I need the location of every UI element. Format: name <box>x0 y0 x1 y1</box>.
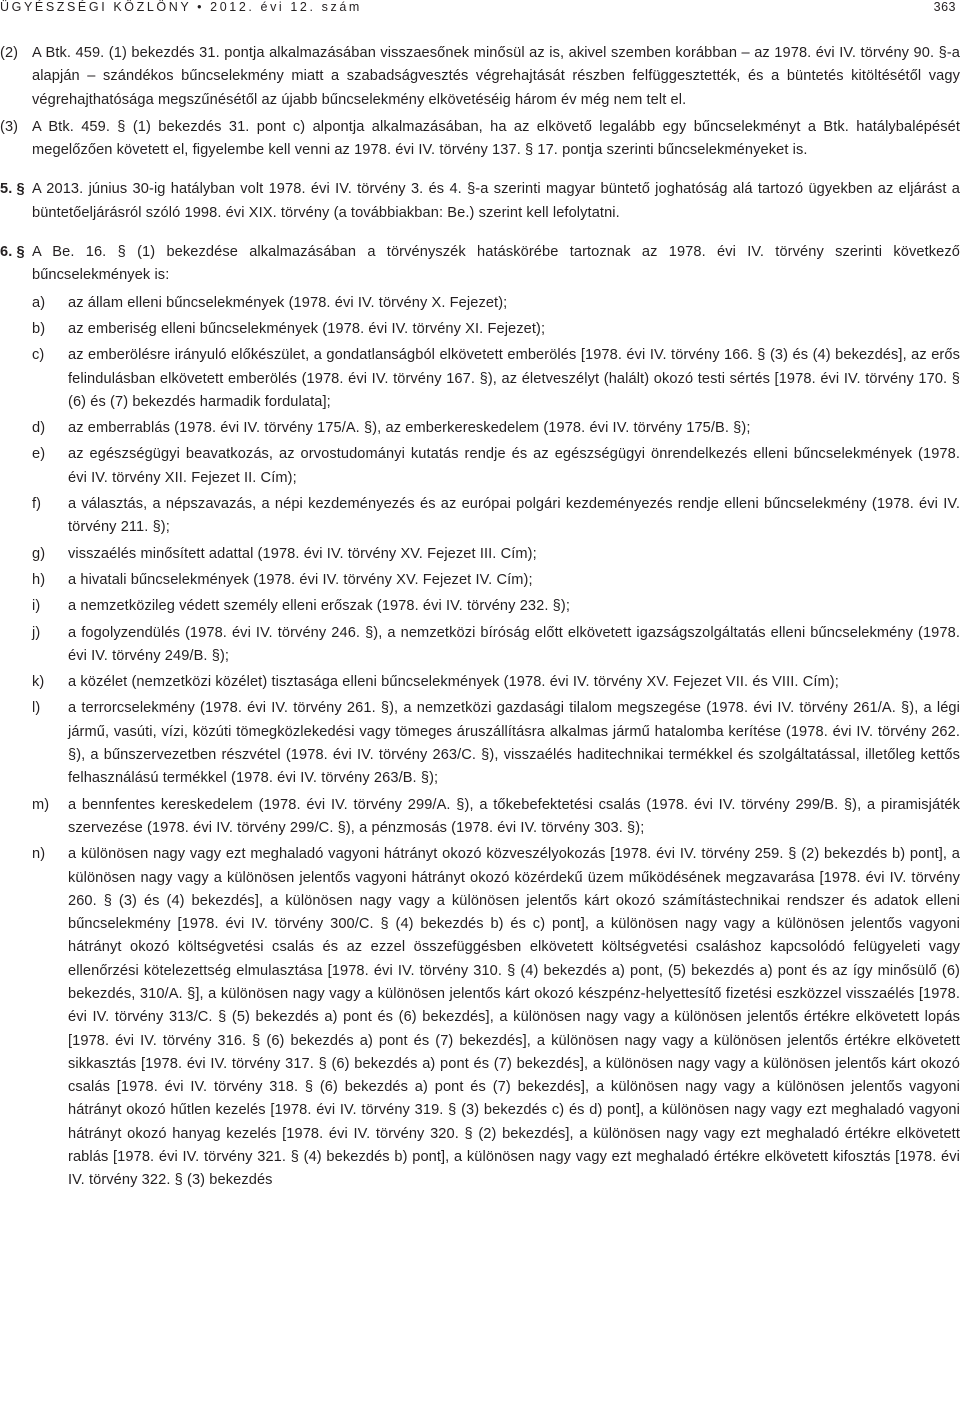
item-text: a nemzetközileg védett személy elleni erőszak (1978. évi IV. törvény 232. §); <box>68 598 570 615</box>
item-label: f) <box>32 496 42 513</box>
list-item <box>32 417 960 440</box>
item-label: g) <box>32 545 46 562</box>
section-5 <box>0 178 960 225</box>
item-text: az állam elleni bűncselekmények (1978. évi IV. törvény X. Fejezet); <box>68 294 508 311</box>
item-text: a terrorcselekmény (1978. évi IV. törvény 261. §), a nemzetközi gazdasági tilalom megszegése (1978. évi IV. törvény 261/A. §), a légi jármű, vasúti, vízi, közúti tömegközlekedési vagy tömeges áruszállításra alkalmas jármű hatalomba kerítése (1978. évi IV. törvény 262. §), a bűnszervezetben részvétel (1978. évi IV. törvény 263/C. §), visszaélés haditechnikai termékkel és szolgáltatással, illetőleg kettős felhasználású termékkel (1978. évi IV. törvény 263/B. §); <box>68 700 960 787</box>
item-list <box>32 292 960 1193</box>
item-text: a közélet (nemzetközi közélet) tisztasága elleni bűncselekmények (1978. évi IV. törvény XV. Fejezet VII. és VIII. Cím); <box>68 674 839 691</box>
item-label: n) <box>32 846 46 863</box>
item-text: a hivatali bűncselekmények (1978. évi IV. törvény XV. Fejezet IV. Cím); <box>68 571 533 588</box>
page-header <box>0 0 960 14</box>
item-label: e) <box>32 446 46 463</box>
item-label: h) <box>32 571 46 588</box>
page-number: 363 <box>933 0 956 14</box>
item-label: l) <box>32 700 41 717</box>
paragraph-number: (2) <box>0 45 19 61</box>
section-text: A 2013. június 30-ig hatályban volt 1978. évi IV. törvény 3. és 4. §-a szerinti magyar büntető joghatóság alá tartozó ügyekben az eljárást a büntetőeljárásról szóló 1998. évi XIX. törvény (a továbbiakban: Be.) szerint kell lefolytatni. <box>32 181 960 221</box>
paragraph-2 <box>0 42 960 112</box>
document-body <box>0 42 960 1196</box>
list-item <box>32 794 960 841</box>
journal-title: ÜGYÉSZSÉGI KÖZLÖNY • 2012. évi 12. szám <box>0 0 362 14</box>
item-label: a) <box>32 294 46 311</box>
list-item <box>32 671 960 694</box>
item-text: a bennfentes kereskedelem (1978. évi IV. törvény 299/A. §), a tőkebefektetési csalás (1978. évi IV. törvény 299/B. §), a piramisjáték szervezése (1978. évi IV. törvény 299/C. §), a pénzmosás (1978. évi IV. törvény 303. §); <box>68 796 960 836</box>
item-text: visszaélés minősített adattal (1978. évi IV. törvény XV. Fejezet III. Cím); <box>68 545 537 562</box>
item-label: c) <box>32 347 45 364</box>
list-item <box>32 344 960 414</box>
list-item <box>32 843 960 1192</box>
item-label: j) <box>32 624 41 641</box>
paragraph-text: A Btk. 459. § (1) bekezdés 31. pont c) alpontja alkalmazásában, ha az elkövető legalább egy bűncselekményt a Btk. hatálybalépését megelőzően követett el, figyelembe kell venni az 1978. évi IV. törvény 137. § 17. pontja szerinti bűncselekményeket is. <box>32 118 960 159</box>
list-item <box>32 543 960 566</box>
item-text: a fogolyzendülés (1978. évi IV. törvény 246. §), a nemzetközi bíróság előtt elkövetett igazságszolgáltatás elleni bűncselekmény (1978. évi IV. törvény 249/B. §); <box>68 624 960 664</box>
list-item <box>32 292 960 315</box>
item-label: b) <box>32 320 46 337</box>
list-item <box>32 697 960 790</box>
section-6 <box>0 241 960 1196</box>
item-text: a különösen nagy vagy ezt meghaladó vagyoni hátrányt okozó közveszélyokozás [1978. évi IV. törvény 259. § (2) bekezdés b) pont], a különösen nagy vagy a különösen jelentős vagyoni hátrányt okozó közérdekű üzem működésének megzavarása [1978. évi IV. törvény 260. § (3) és (4) bekezdés], a különösen nagy vagy a különösen jelentős kárt okozó számítástechnikai rendszer és adatok elleni bűncselekmény [1978. évi IV. törvény 300/C. § (4) bekezdés b) és c) pont], a különösen nagy vagy a különösen jelentős vagyoni hátrányt okozó költségvetési csalás és az ezzel összefüggésben elkövetett költségvetési csaláshoz kapcsolódó felügyeleti vagy ellenőrzési kötelezettség elmulasztása [1978. évi IV. törvény 310. § (4) bekezdés a) pont, (5) bekezdés a) pont és az így minősülő (6) bekezdés, 310/A. §], a különösen nagy vagy a különösen jelentős kárt okozó készpénz-helyettesítő fizetési eszközzel visszaélés [1978. évi IV. törvény 313/C. § (5) bekezdés a) pont és (6) bekezdés], a különösen nagy vagy a különösen jelentős értékre elkövetett lopás [1978. évi IV. törvény 316. § (6) bekezdés a) pont és (7) bekezdés], a különösen nagy vagy a különösen jelentős értékre elkövetett sikkasztás [1978. évi IV. törvény 317. § (6) bekezdés a) pont és (7) bekezdés], a különösen nagy vagy a különösen jelentős kárt okozó csalás [1978. évi IV. törvény 318. § (6) bekezdés a) pont és (7) bekezdés], a különösen nagy vagy a különösen jelentős vagyoni hátrányt okozó hűtlen kezelés [1978. évi IV. törvény 319. § (3) bekezdés c) és d) pont], a különösen nagy vagy ezt meghaladó vagyoni hátrányt okozó hanyag kezelés [1978. évi IV. törvény 320. § (2) bekezdés], a különösen nagy vagy ezt meghaladó értékre elkövetett rablás [1978. évi IV. törvény 321. § (4) bekezdés b) pont], a különösen nagy vagy ezt meghaladó értékre elkövetett kifosztás [1978. évi IV. törvény 322. § (3) bekezdés <box>68 846 960 1189</box>
paragraph-3 <box>0 116 960 163</box>
item-text: az egészségügyi beavatkozás, az orvostudományi kutatás rendje és az egészségügyi önrendelkezés elleni bűncselekmények (1978. évi IV. törvény XII. Fejezet II. Cím); <box>68 446 960 486</box>
item-text: az emberiség elleni bűncselekmények (1978. évi IV. törvény XI. Fejezet); <box>68 320 546 337</box>
section-number: 5. § <box>0 181 25 198</box>
item-label: i) <box>32 598 41 615</box>
item-text: az emberölésre irányuló előkészület, a gondatlanságból elkövetett emberölés [1978. évi IV. törvény 166. § (3) és (4) bekezdés], az erős felindulásban elkövetett emberölés (1978. évi IV. törvény 167. §), az életveszélyt (halált) okozó testi sértés [1978. évi IV. törvény 170. § (6) és (7) bekezdés harmadik fordulata]; <box>68 347 960 410</box>
paragraph-text: A Btk. 459. (1) bekezdés 31. pontja alkalmazásában visszaesőnek minősül az is, akivel szemben korábban – az 1978. évi IV. törvény 90. §-a alapján – szándékos bűncselekmény miatt a szabadságvesztés végrehajtását részben felfüggesztették, és a büntetés kitöltésétől vagy végrehajthatósága megszűnésétől az újabb bűncselekmény elkövetéséig három év még nem telt el. <box>32 45 960 108</box>
list-item <box>32 493 960 540</box>
list-item <box>32 443 960 490</box>
list-item <box>32 595 960 618</box>
list-item <box>32 622 960 669</box>
item-text: az emberrablás (1978. évi IV. törvény 175/A. §), az emberkereskedelem (1978. évi IV. törvény 175/B. §); <box>68 420 751 437</box>
list-item <box>32 569 960 592</box>
list-item <box>32 318 960 341</box>
item-label: m) <box>32 796 50 813</box>
section-intro: A Be. 16. § (1) bekezdése alkalmazásában a törvényszék hatáskörébe tartoznak az 1978. évi IV. törvény szerinti következő bűncselekmények is: <box>32 244 960 284</box>
item-label: d) <box>32 420 46 437</box>
section-number: 6. § <box>0 244 25 261</box>
paragraph-number: (3) <box>0 118 19 135</box>
item-label: k) <box>32 674 45 691</box>
item-text: a választás, a népszavazás, a népi kezdeményezés és az európai polgári kezdeményezés rendje elleni bűncselekmény (1978. évi IV. törvény 211. §); <box>68 496 960 536</box>
